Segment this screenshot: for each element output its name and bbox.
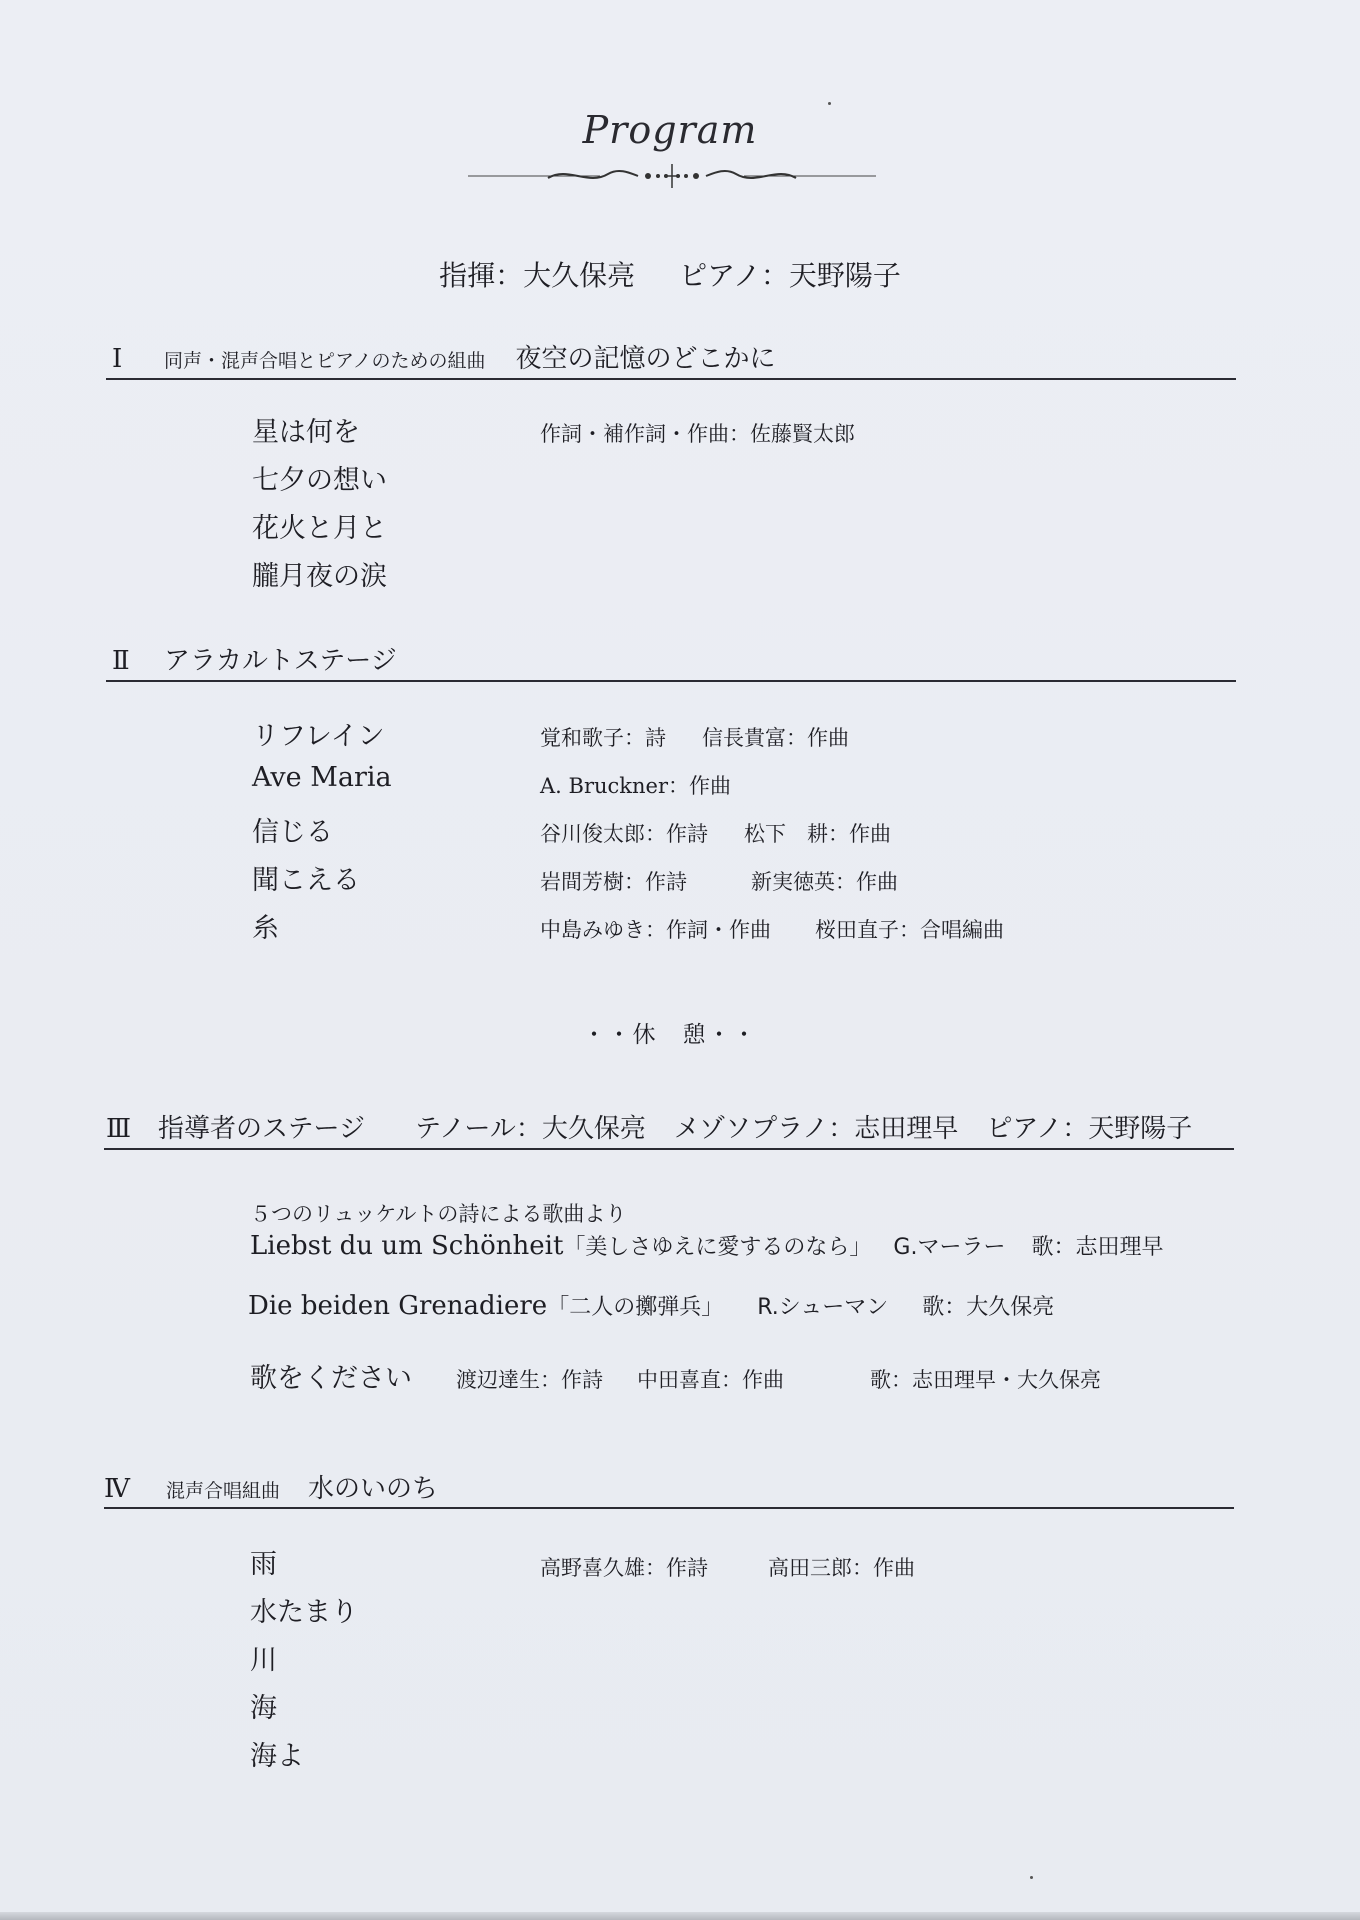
scan-speck [1030, 1876, 1033, 1879]
section-1-numeral: Ⅰ [112, 344, 123, 374]
section-2-credit: 谷川俊太郎：作詩 松下 耕：作曲 [540, 822, 891, 846]
section-3-numeral: Ⅲ [106, 1114, 132, 1144]
section-3-rule [104, 1148, 1234, 1150]
section-1-piece: 七夕の想い [252, 465, 387, 496]
section-4-credit: 高野喜久雄：作詩 高田三郎：作曲 [540, 1556, 915, 1580]
section-3-heading [106, 1108, 1192, 1145]
section-2-piece-title: 信じる [252, 817, 333, 848]
section-4-title: 水のいのち [308, 1474, 439, 1504]
pianist-label: ピアノ：天野陽子 [679, 259, 901, 292]
section-2-piece-title: リフレイン [252, 721, 385, 752]
section-4-rule [104, 1507, 1234, 1509]
section-1-piece: 星は何を [252, 417, 360, 448]
section-1-heading [112, 338, 776, 375]
section-1-piece: 朧月夜の涙 [252, 561, 387, 592]
section-2-piece-title: 糸 [252, 913, 279, 944]
tenor-label: テノール：大久保亮 [414, 1114, 646, 1144]
section-4-piece: 水たまり [250, 1597, 358, 1628]
section-2-credit: A. Bruckner：作曲 [540, 774, 731, 798]
section-1-title: 夜空の記憶のどこかに [515, 344, 776, 374]
scan-speck [828, 102, 831, 105]
section-4-heading [104, 1468, 438, 1505]
section-3-piece: Liebst du um Schönheit「美しさゆえに愛するのなら」 G.マーラー 歌：志田理早 [250, 1231, 1164, 1261]
conductor-label: 指揮：大久保亮 [439, 259, 636, 292]
section-2-numeral: Ⅱ [112, 646, 130, 676]
section-1-rule [106, 378, 1236, 380]
section-1-piece: 花火と月と [252, 513, 387, 544]
section-4-subtitle: 混声合唱組曲 [166, 1480, 281, 1502]
section-2-piece-title: 聞こえる [252, 865, 360, 896]
page-title: Program [582, 108, 758, 152]
section-2-credit: 中島みゆき：作詞・作曲 桜田直子：合唱編曲 [540, 918, 1004, 942]
page-edge-shadow [0, 1912, 1360, 1920]
section-4-numeral: Ⅳ [104, 1474, 130, 1504]
section-4-piece: 海 [250, 1693, 277, 1724]
mezzo-label: メゾソプラノ：志田理早 [673, 1114, 959, 1144]
main-performers [0, 254, 1340, 294]
section-2-piece-title: Ave Maria [252, 762, 392, 793]
section-2-credit: 覚和歌子：詩 信長貴富：作曲 [540, 726, 849, 750]
section-2-title: アラカルトステージ [164, 646, 397, 676]
section-2-heading [112, 640, 397, 677]
section-4-piece: 海よ [250, 1741, 304, 1772]
section-3-group-title: ５つのリュッケルトの詩による歌曲より [250, 1202, 627, 1226]
intermission-label: ・・休 憩・・ [582, 1022, 758, 1048]
section-3-title: 指導者のステージ [158, 1114, 365, 1144]
section-3-piece: 歌をください 渡辺達生：作詩 中田喜直：作曲 歌：志田理早・大久保亮 [250, 1363, 1101, 1394]
section-4-piece: 川 [250, 1645, 277, 1676]
section-2-rule [106, 680, 1236, 682]
section-3-piece: Die beiden Grenadiere「二人の擲弾兵」 R.シューマン 歌：大久保亮 [248, 1291, 1055, 1321]
section-2-credit: 岩間芳樹：作詩 新実徳英：作曲 [540, 870, 898, 894]
ornament-divider [468, 158, 876, 194]
section-1-credit: 作詞・補作詞・作曲：佐藤賢太郎 [540, 422, 855, 446]
piano-label: ピアノ：天野陽子 [986, 1114, 1193, 1144]
section-1-subtitle: 同声・混声合唱とピアノのための組曲 [164, 350, 486, 372]
section-4-piece: 雨 [250, 1549, 277, 1580]
